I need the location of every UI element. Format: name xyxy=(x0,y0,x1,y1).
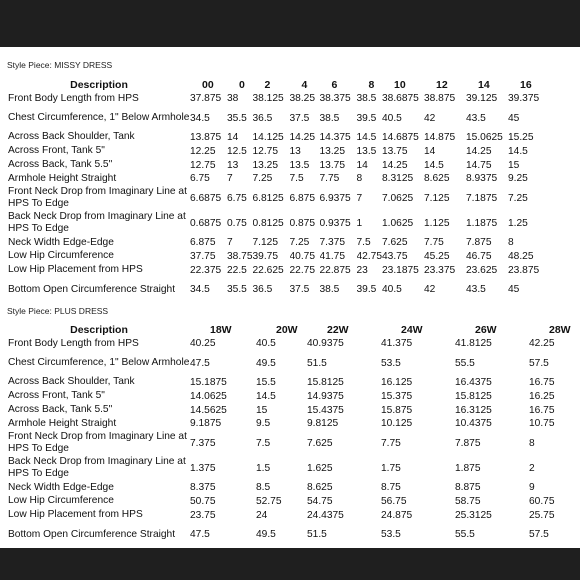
measurement-row xyxy=(8,106,548,131)
measurement-value: 38 xyxy=(227,93,239,105)
measurement-value: 1.5 xyxy=(256,462,271,474)
measurement-row xyxy=(8,172,548,186)
description-column-header: Description xyxy=(70,78,128,91)
measurement-value: 42.25 xyxy=(529,338,555,350)
measurement-value: 42 xyxy=(424,112,436,124)
measurement-value: 6.8125 xyxy=(252,192,284,204)
measurement-value: 7 xyxy=(356,192,363,204)
measurement-description: Neck Width Edge-Edge xyxy=(8,481,114,493)
measurement-value: 7.75 xyxy=(424,237,444,249)
measurement-row xyxy=(8,158,548,172)
measurement-value: 14.25 xyxy=(466,145,492,157)
measurement-value: 7 xyxy=(227,173,233,185)
measurement-row xyxy=(8,456,571,481)
measurement-row xyxy=(8,481,571,495)
measurement-value: 56.75 xyxy=(381,495,407,507)
measurement-value: 14.5 xyxy=(424,159,444,171)
measurement-value: 13.25 xyxy=(319,145,345,157)
measurement-value: 55.5 xyxy=(455,357,475,369)
measurement-value: 12.5 xyxy=(227,145,247,157)
measurement-description: Low Hip Placement from HPS xyxy=(8,509,143,521)
measurement-value: 7.5 xyxy=(289,173,304,185)
size-column-header: 26W xyxy=(475,323,497,336)
measurement-value: 13.875 xyxy=(190,131,222,143)
measurement-description: Back Neck Drop from Imaginary Line at HPS To Edge xyxy=(8,456,186,480)
measurement-value: 38.5 xyxy=(319,284,340,296)
measurement-value: 50.75 xyxy=(190,495,216,507)
measurement-value: 23.625 xyxy=(466,264,498,276)
measurement-row xyxy=(8,131,548,145)
measurement-value: 16.75 xyxy=(529,376,555,388)
measurement-description: Across Back Shoulder, Tank xyxy=(8,131,135,143)
size-column-header: 0 xyxy=(239,78,245,91)
measurement-value: 37.75 xyxy=(190,250,216,262)
measurement-value: 15.8125 xyxy=(455,390,492,402)
measurement-value: 8.625 xyxy=(307,482,333,494)
measurement-value: 7.75 xyxy=(319,173,340,185)
measurement-value: 8.9375 xyxy=(466,173,498,185)
measurement-value: 24.4375 xyxy=(307,509,344,521)
measurement-value: 25.3125 xyxy=(455,509,492,521)
measurement-value: 1.125 xyxy=(424,217,450,229)
measurement-value: 13.25 xyxy=(252,159,278,171)
measurement-value: 1.25 xyxy=(508,217,528,229)
measurement-value: 8 xyxy=(356,173,363,185)
measurement-value: 7.5 xyxy=(356,237,371,249)
measurement-value: 8.75 xyxy=(381,482,401,494)
measurement-value: 42.75 xyxy=(356,250,382,262)
measurement-value: 16.125 xyxy=(381,376,413,388)
measurement-value: 1.0625 xyxy=(382,217,414,229)
measurement-value: 8.3125 xyxy=(382,173,414,185)
measurement-value: 40.25 xyxy=(190,338,216,350)
measurement-row xyxy=(8,403,571,417)
measurement-value: 37.875 xyxy=(190,93,222,105)
measurement-value: 16.3125 xyxy=(455,404,492,416)
measurement-value: 16.4375 xyxy=(455,376,492,388)
measurement-row xyxy=(8,337,571,351)
measurement-row xyxy=(8,250,548,264)
measurement-value: 13.75 xyxy=(382,145,408,157)
measurement-value: 57.5 xyxy=(529,529,549,541)
measurement-value: 49.5 xyxy=(256,357,276,369)
plus-size-table xyxy=(8,323,571,547)
measurement-value: 1.875 xyxy=(455,462,481,474)
size-column-header: 22W xyxy=(327,323,349,336)
measurement-value: 13 xyxy=(289,145,301,157)
measurement-value: 7.1875 xyxy=(466,192,498,204)
measurement-value: 14.875 xyxy=(424,131,456,143)
measurement-value: 51.5 xyxy=(307,529,327,541)
measurement-value: 15.25 xyxy=(508,131,534,143)
measurement-value: 7.625 xyxy=(382,237,408,249)
measurement-description: Low Hip Circumference xyxy=(8,250,114,262)
measurement-description: Armhole Height Straight xyxy=(8,172,117,184)
measurement-row xyxy=(8,211,548,236)
measurement-value: 7.875 xyxy=(466,237,492,249)
measurement-value: 23 xyxy=(356,264,368,276)
measurement-value: 40.9375 xyxy=(307,338,344,350)
measurement-value: 7.25 xyxy=(289,237,310,249)
measurement-value: 6.875 xyxy=(289,192,315,204)
measurement-value: 13 xyxy=(227,159,239,171)
measurement-value: 15 xyxy=(508,159,520,171)
measurement-value: 15.875 xyxy=(381,404,413,416)
measurement-value: 14.25 xyxy=(382,159,408,171)
size-column-header: 2 xyxy=(264,78,271,91)
measurement-row xyxy=(8,431,571,456)
measurement-value: 1 xyxy=(356,217,363,229)
header-row xyxy=(8,78,548,92)
measurement-value: 15.4375 xyxy=(307,404,344,416)
measurement-description: Across Front, Tank 5" xyxy=(8,145,105,157)
measurement-description: Low Hip Placement from HPS xyxy=(8,264,143,276)
measurement-value: 7.125 xyxy=(424,192,450,204)
measurement-value: 40.75 xyxy=(289,250,315,262)
measurement-description: Bottom Open Circumference Straight xyxy=(8,528,176,540)
measurement-value: 12.75 xyxy=(190,159,216,171)
measurement-description: Low Hip Circumference xyxy=(8,495,114,507)
measurement-value: 57.5 xyxy=(529,357,549,369)
measurement-description: Front Neck Drop from Imaginary Line at HPS To Edge xyxy=(8,186,187,210)
measurement-value: 14.5 xyxy=(508,145,528,157)
measurement-value: 52.75 xyxy=(256,495,282,507)
measurement-value: 15.5 xyxy=(256,376,276,388)
measurement-value: 9.8125 xyxy=(307,418,339,430)
measurement-value: 36.5 xyxy=(252,112,273,124)
measurement-value: 58.75 xyxy=(455,495,481,507)
header-row xyxy=(8,323,571,337)
measurement-value: 16.75 xyxy=(529,404,555,416)
measurement-value: 60.75 xyxy=(529,495,555,507)
measurement-value: 7.25 xyxy=(252,173,273,185)
measurement-row xyxy=(8,277,548,302)
measurement-value: 39.5 xyxy=(356,284,377,296)
measurement-value: 12.75 xyxy=(252,145,278,157)
measurement-value: 41.8125 xyxy=(455,338,492,350)
size-column-header: 12 xyxy=(436,78,448,91)
measurement-value: 15 xyxy=(256,404,268,416)
measurement-value: 36.5 xyxy=(252,284,273,296)
measurement-value: 24.875 xyxy=(381,509,413,521)
measurement-value: 37.5 xyxy=(289,284,310,296)
size-column-header: 18W xyxy=(210,323,232,336)
measurement-row xyxy=(8,508,571,522)
measurement-value: 10.75 xyxy=(529,418,555,430)
measurement-value: 39.375 xyxy=(508,93,540,105)
measurement-value: 0.9375 xyxy=(319,217,351,229)
measurement-value: 15.1875 xyxy=(190,376,227,388)
measurement-value: 15.8125 xyxy=(307,376,344,388)
measurement-value: 1.75 xyxy=(381,462,401,474)
measurement-value: 14.0625 xyxy=(190,390,227,402)
measurement-value: 14.5 xyxy=(256,390,276,402)
size-column-header: 10 xyxy=(394,78,406,91)
missy-size-table xyxy=(8,78,548,302)
plus-style-label: Style Piece: PLUS DRESS xyxy=(7,306,109,316)
measurement-description: Across Back, Tank 5.5" xyxy=(8,404,113,416)
measurement-description: Chest Circumference, 1" Below Armhole xyxy=(8,112,190,124)
measurement-value: 45.25 xyxy=(424,250,450,262)
measurement-description: Front Body Length from HPS xyxy=(8,92,139,104)
measurement-value: 49.5 xyxy=(256,529,276,541)
measurement-value: 43.5 xyxy=(466,284,486,296)
measurement-value: 38.5 xyxy=(319,112,340,124)
measurement-value: 22.75 xyxy=(289,264,315,276)
measurement-value: 8.5 xyxy=(256,482,271,494)
measurement-value: 37.5 xyxy=(289,112,310,124)
measurement-description: Neck Width Edge-Edge xyxy=(8,236,114,248)
measurement-value: 7.375 xyxy=(319,237,345,249)
measurement-value: 24 xyxy=(256,509,268,521)
measurement-value: 14.75 xyxy=(466,159,492,171)
missy-style-label: Style Piece: MISSY DRESS xyxy=(7,60,113,70)
measurement-row xyxy=(8,522,571,547)
size-column-header: 20W xyxy=(276,323,298,336)
measurement-value: 40.5 xyxy=(256,338,276,350)
measurement-value: 13.5 xyxy=(289,159,310,171)
measurement-value: 39.125 xyxy=(466,93,498,105)
measurement-value: 6.6875 xyxy=(190,192,222,204)
measurement-value: 8.625 xyxy=(424,173,450,185)
measurement-row xyxy=(8,495,571,509)
measurement-value: 48.25 xyxy=(508,250,534,262)
measurement-description: Chest Circumference, 1" Below Armhole xyxy=(8,357,190,369)
size-chart-sheet xyxy=(0,47,580,548)
measurement-value: 14 xyxy=(424,145,436,157)
size-column-header: 24W xyxy=(401,323,423,336)
measurement-value: 8.875 xyxy=(455,482,481,494)
measurement-value: 14 xyxy=(227,131,239,143)
measurement-value: 46.75 xyxy=(466,250,492,262)
measurement-value: 45 xyxy=(508,284,520,296)
measurement-row xyxy=(8,144,548,158)
measurement-value: 6.75 xyxy=(190,173,210,185)
description-column-header: Description xyxy=(70,323,128,336)
measurement-value: 13.75 xyxy=(319,159,345,171)
measurement-value: 14.5625 xyxy=(190,404,227,416)
size-column-header: 16 xyxy=(520,78,532,91)
measurement-value: 1.1875 xyxy=(466,217,498,229)
measurement-value: 14 xyxy=(356,159,368,171)
measurement-value: 38.6875 xyxy=(382,93,419,105)
measurement-value: 22.5 xyxy=(227,264,247,276)
measurement-value: 2 xyxy=(529,462,535,474)
measurement-value: 7.125 xyxy=(252,237,278,249)
measurement-value: 6.9375 xyxy=(319,192,351,204)
measurement-row xyxy=(8,186,548,211)
measurement-value: 7.5 xyxy=(256,437,271,449)
measurement-row xyxy=(8,236,548,250)
measurement-row xyxy=(8,389,571,403)
measurement-value: 51.5 xyxy=(307,357,327,369)
measurement-value: 38.125 xyxy=(252,93,284,105)
size-column-header: 28W xyxy=(549,323,571,336)
measurement-value: 10.4375 xyxy=(455,418,492,430)
measurement-value: 54.75 xyxy=(307,495,333,507)
measurement-value: 7.75 xyxy=(381,437,401,449)
measurement-value: 38.5 xyxy=(356,93,377,105)
measurement-value: 7.625 xyxy=(307,437,333,449)
measurement-value: 41.375 xyxy=(381,338,413,350)
measurement-description: Across Back Shoulder, Tank xyxy=(8,376,135,388)
measurement-value: 10.125 xyxy=(381,418,413,430)
size-column-header: 00 xyxy=(202,78,214,91)
measurement-value: 8 xyxy=(529,437,535,449)
size-column-header: 4 xyxy=(301,78,308,91)
measurement-value: 43.5 xyxy=(466,112,486,124)
measurement-value: 6.875 xyxy=(190,237,216,249)
measurement-row xyxy=(8,376,571,390)
measurement-row xyxy=(8,417,571,431)
measurement-value: 1.625 xyxy=(307,462,333,474)
measurement-value: 9 xyxy=(529,482,535,494)
measurement-value: 14.375 xyxy=(319,131,351,143)
measurement-description: Armhole Height Straight xyxy=(8,417,117,429)
measurement-description: Front Neck Drop from Imaginary Line at HPS To Edge xyxy=(8,431,187,455)
measurement-value: 0.875 xyxy=(289,217,315,229)
measurement-value: 1.375 xyxy=(190,462,216,474)
size-column-header: 8 xyxy=(368,78,375,91)
size-column-header: 14 xyxy=(478,78,490,91)
measurement-value: 43.75 xyxy=(382,250,408,262)
measurement-row xyxy=(8,92,548,106)
measurement-value: 0.8125 xyxy=(252,217,284,229)
measurement-value: 9.1875 xyxy=(190,418,222,430)
measurement-value: 38.75 xyxy=(227,250,253,262)
measurement-value: 8.375 xyxy=(190,482,216,494)
measurement-value: 9.5 xyxy=(256,418,271,430)
measurement-value: 34.5 xyxy=(190,112,210,124)
measurement-value: 55.5 xyxy=(455,529,475,541)
measurement-value: 14.5 xyxy=(356,131,377,143)
measurement-value: 35.5 xyxy=(227,112,247,124)
measurement-value: 47.5 xyxy=(190,357,210,369)
measurement-value: 39.5 xyxy=(356,112,377,124)
measurement-description: Across Front, Tank 5" xyxy=(8,390,105,402)
measurement-value: 47.5 xyxy=(190,529,210,541)
measurement-value: 15.0625 xyxy=(466,131,503,143)
measurement-value: 38.375 xyxy=(319,93,351,105)
measurement-value: 23.1875 xyxy=(382,264,419,276)
measurement-value: 14.125 xyxy=(252,131,284,143)
measurement-value: 23.75 xyxy=(190,509,216,521)
measurement-value: 42 xyxy=(424,284,436,296)
measurement-value: 39.75 xyxy=(252,250,278,262)
measurement-value: 23.875 xyxy=(508,264,540,276)
measurement-value: 0.75 xyxy=(227,217,247,229)
measurement-value: 22.625 xyxy=(252,264,284,276)
measurement-description: Back Neck Drop from Imaginary Line at HPS To Edge xyxy=(8,211,186,235)
measurement-value: 7.375 xyxy=(190,437,216,449)
measurement-value: 53.5 xyxy=(381,357,401,369)
measurement-value: 23.375 xyxy=(424,264,456,276)
measurement-value: 7.0625 xyxy=(382,192,414,204)
measurement-value: 38.25 xyxy=(289,93,315,105)
measurement-value: 40.5 xyxy=(382,284,402,296)
measurement-row xyxy=(8,351,571,376)
measurement-value: 16.25 xyxy=(529,390,555,402)
measurement-value: 7.875 xyxy=(455,437,481,449)
measurement-value: 34.5 xyxy=(190,284,210,296)
measurement-value: 40.5 xyxy=(382,112,402,124)
measurement-value: 22.875 xyxy=(319,264,351,276)
measurement-value: 8 xyxy=(508,237,514,249)
measurement-value: 25.75 xyxy=(529,509,555,521)
measurement-row xyxy=(8,263,548,277)
measurement-value: 6.75 xyxy=(227,192,247,204)
measurement-value: 0.6875 xyxy=(190,217,222,229)
measurement-value: 38.875 xyxy=(424,93,456,105)
measurement-value: 9.25 xyxy=(508,173,528,185)
measurement-value: 53.5 xyxy=(381,529,401,541)
measurement-value: 13.5 xyxy=(356,145,377,157)
measurement-value: 14.6875 xyxy=(382,131,419,143)
measurement-value: 45 xyxy=(508,112,520,124)
measurement-value: 7.25 xyxy=(508,192,528,204)
size-column-header: 6 xyxy=(331,78,338,91)
measurement-value: 14.9375 xyxy=(307,390,344,402)
measurement-value: 15.375 xyxy=(381,390,413,402)
measurement-value: 12.25 xyxy=(190,145,216,157)
measurement-value: 22.375 xyxy=(190,264,222,276)
measurement-description: Front Body Length from HPS xyxy=(8,337,139,349)
measurement-description: Bottom Open Circumference Straight xyxy=(8,283,176,295)
measurement-value: 41.75 xyxy=(319,250,345,262)
measurement-value: 14.25 xyxy=(289,131,315,143)
measurement-value: 7 xyxy=(227,237,233,249)
measurement-description: Across Back, Tank 5.5" xyxy=(8,159,113,171)
measurement-value: 35.5 xyxy=(227,284,247,296)
